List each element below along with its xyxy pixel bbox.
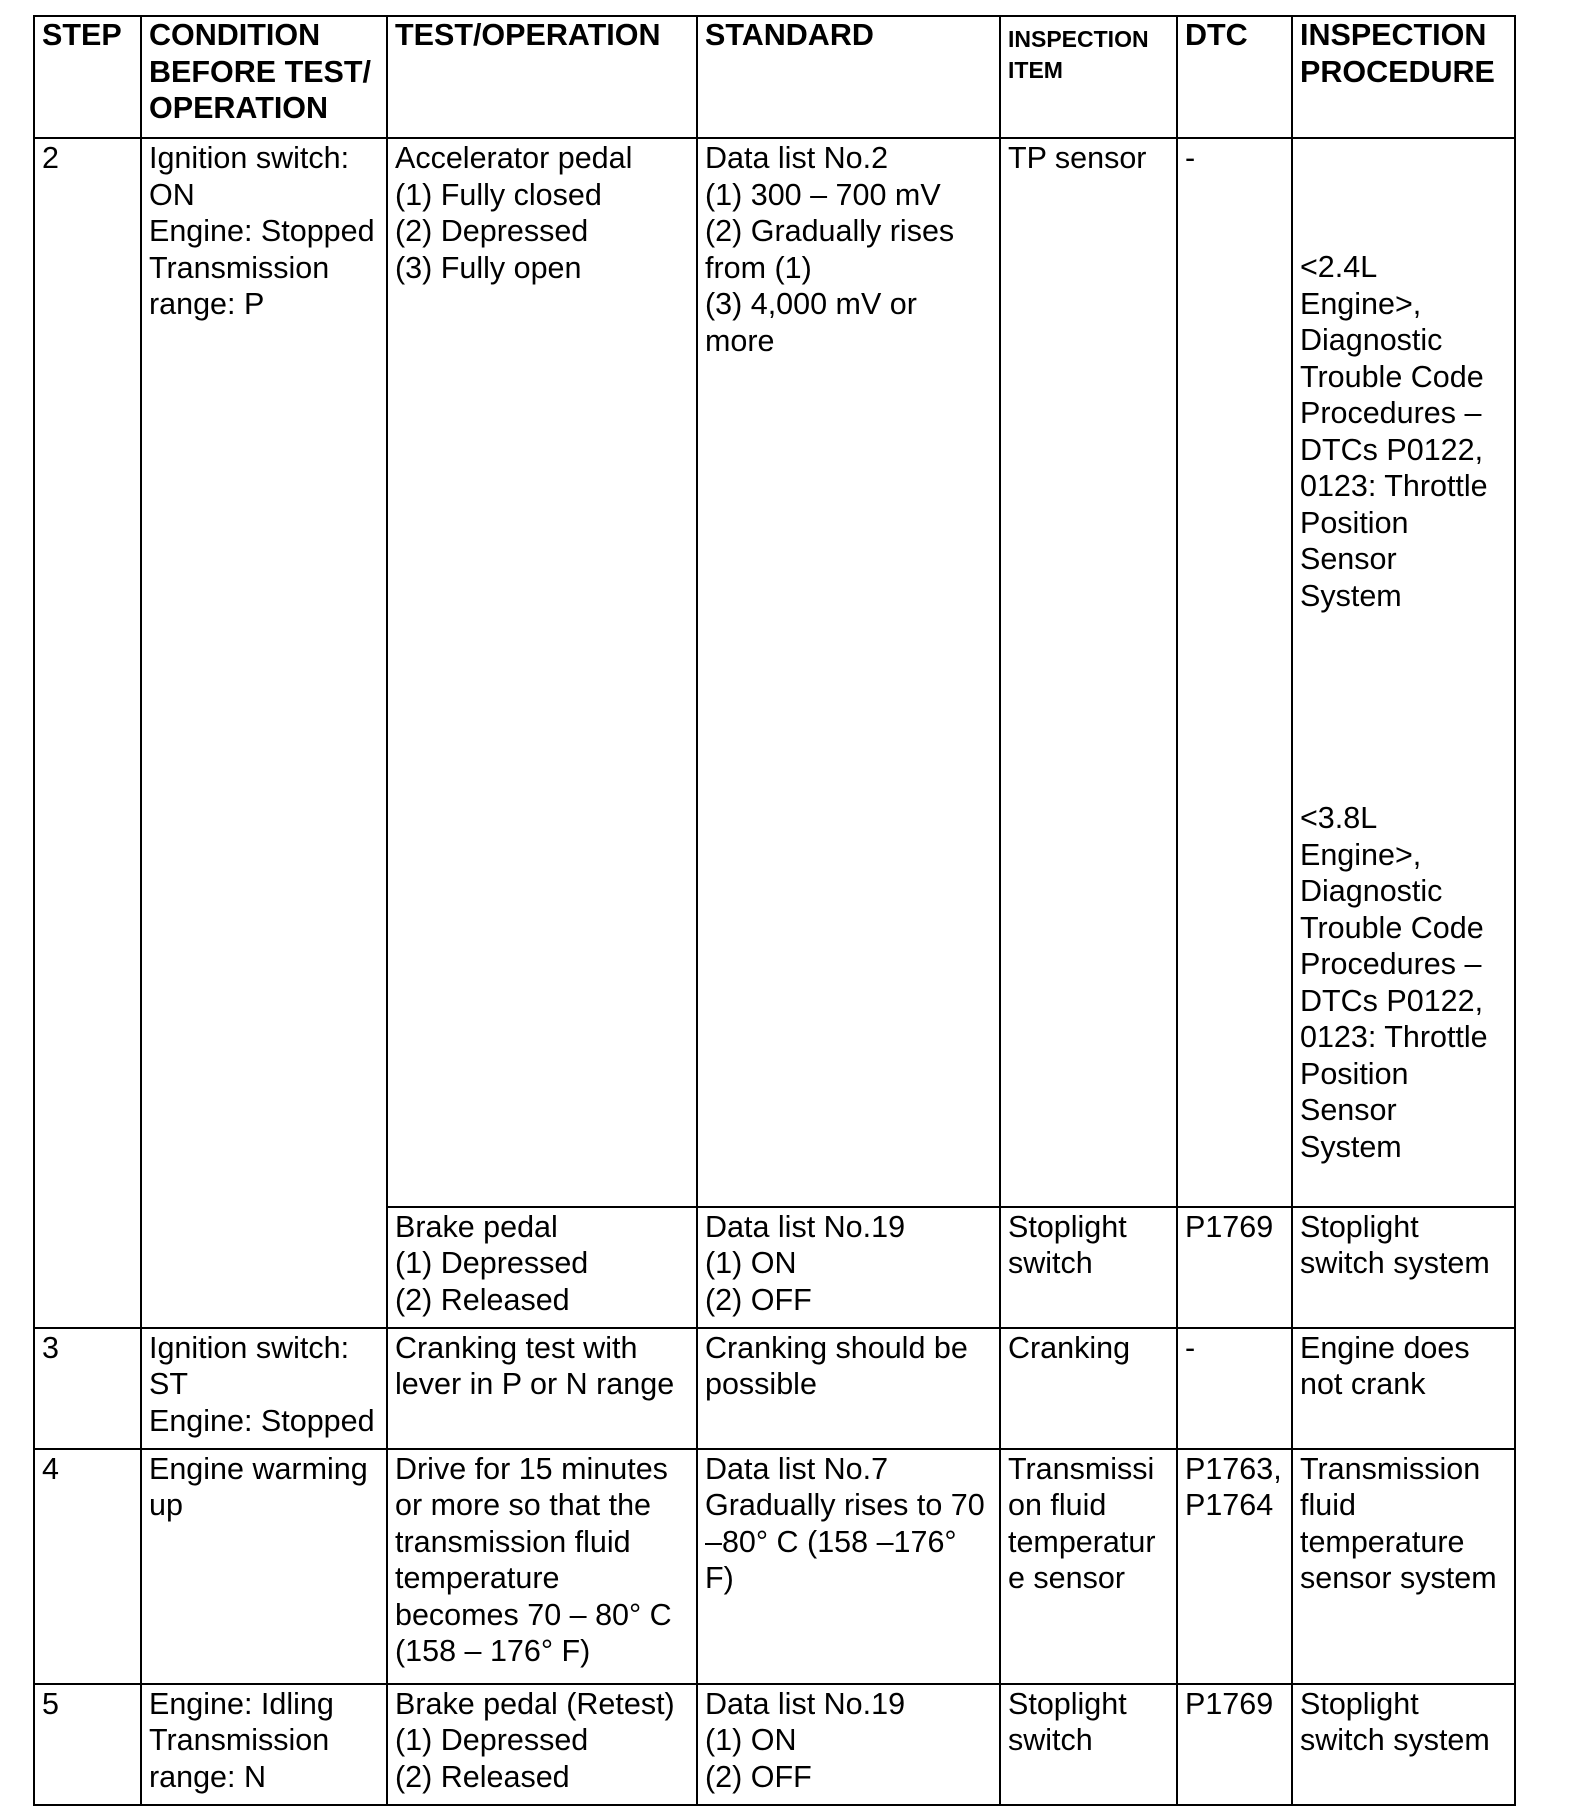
test-operation-cell: Brake pedal (Retest) (1) Depressed (2) Released: [387, 1684, 697, 1805]
standard-cell: Cranking should be possible: [697, 1328, 1000, 1449]
inspection-procedure-cell: Transmission fluid temperature sensor system: [1292, 1449, 1515, 1684]
dtc-cell: -: [1177, 138, 1292, 1207]
inspection-item-cell: Transmissi on fluid temperatur e sensor: [1000, 1449, 1177, 1684]
inspection-procedure-cell: Engine does not crank: [1292, 1328, 1515, 1449]
step-cell: 4: [34, 1449, 141, 1684]
step-cell: 3: [34, 1328, 141, 1449]
standard-cell: Data list No.19 (1) ON (2) OFF: [697, 1684, 1000, 1805]
inspection-procedure-cell: [1292, 138, 1515, 1207]
condition-cell: Engine: Idling Transmission range: N: [141, 1684, 387, 1805]
dtc-cell: P1769: [1177, 1207, 1292, 1328]
test-operation-cell: Drive for 15 minutes or more so that the transmission fluid temperature becomes 70 – 80° C (158 – 176° F): [387, 1449, 697, 1684]
test-operation-cell: Cranking test with lever in P or N range: [387, 1328, 697, 1449]
standard-cell: Data list No.7 Gradually rises to 70 –80° C (158 –176° F): [697, 1449, 1000, 1684]
header-row: [34, 16, 1515, 138]
table-row: [34, 1449, 1515, 1684]
inspection-table: [33, 15, 1516, 1806]
condition-cell: Ignition switch: ON Engine: Stopped Transmission range: P: [141, 138, 387, 1328]
inspection-item-cell: Stoplight switch: [1000, 1207, 1177, 1328]
header-test-operation: TEST/OPERATION: [387, 16, 697, 138]
spacer: [1300, 177, 1507, 213]
condition-cell: Ignition switch: ST Engine: Stopped: [141, 1328, 387, 1449]
header-inspection-item: INSPECTION ITEM: [1000, 16, 1177, 138]
table-row: [34, 1684, 1515, 1805]
dtc-cell: P1763, P1764: [1177, 1449, 1292, 1684]
procedure-2-4l-link[interactable]: <2.4L Engine>, Diagnostic Trouble Code Procedures – DTCs P0122, 0123: Throttle Position Sensor System: [1300, 250, 1488, 613]
standard-cell: Data list No.2 (1) 300 – 700 mV (2) Gradually rises from (1) (3) 4,000 mV or more: [697, 138, 1000, 1207]
test-operation-cell: Brake pedal (1) Depressed (2) Released: [387, 1207, 697, 1328]
spacer: [1300, 651, 1507, 764]
header-inspection-procedure: INSPECTION PROCEDURE: [1292, 16, 1515, 138]
header-step: STEP: [34, 16, 141, 138]
inspection-item-cell: TP sensor: [1000, 138, 1177, 1207]
inspection-procedure-cell: Stoplight switch system: [1292, 1207, 1515, 1328]
step-cell: 5: [34, 1684, 141, 1805]
test-operation-cell: Accelerator pedal (1) Fully closed (2) Depressed (3) Fully open: [387, 138, 697, 1207]
table-row: [34, 1328, 1515, 1449]
condition-cell: Engine warming up: [141, 1449, 387, 1684]
inspection-item-cell: Stoplight switch: [1000, 1684, 1177, 1805]
inspection-procedure-cell: Stoplight switch system: [1292, 1684, 1515, 1805]
step-cell: 2: [34, 138, 141, 1328]
header-standard: STANDARD: [697, 16, 1000, 138]
inspection-item-cell: Cranking: [1000, 1328, 1177, 1449]
dtc-cell: P1769: [1177, 1684, 1292, 1805]
dtc-cell: -: [1177, 1328, 1292, 1449]
procedure-3-8l-link[interactable]: <3.8L Engine>, Diagnostic Trouble Code Procedures – DTCs P0122, 0123: Throttle Position Sensor System: [1300, 801, 1488, 1164]
header-dtc: DTC: [1177, 16, 1292, 138]
table-row: [34, 138, 1515, 1207]
standard-cell: Data list No.19 (1) ON (2) OFF: [697, 1207, 1000, 1328]
header-condition: CONDITION BEFORE TEST/ OPERATION: [141, 16, 387, 138]
